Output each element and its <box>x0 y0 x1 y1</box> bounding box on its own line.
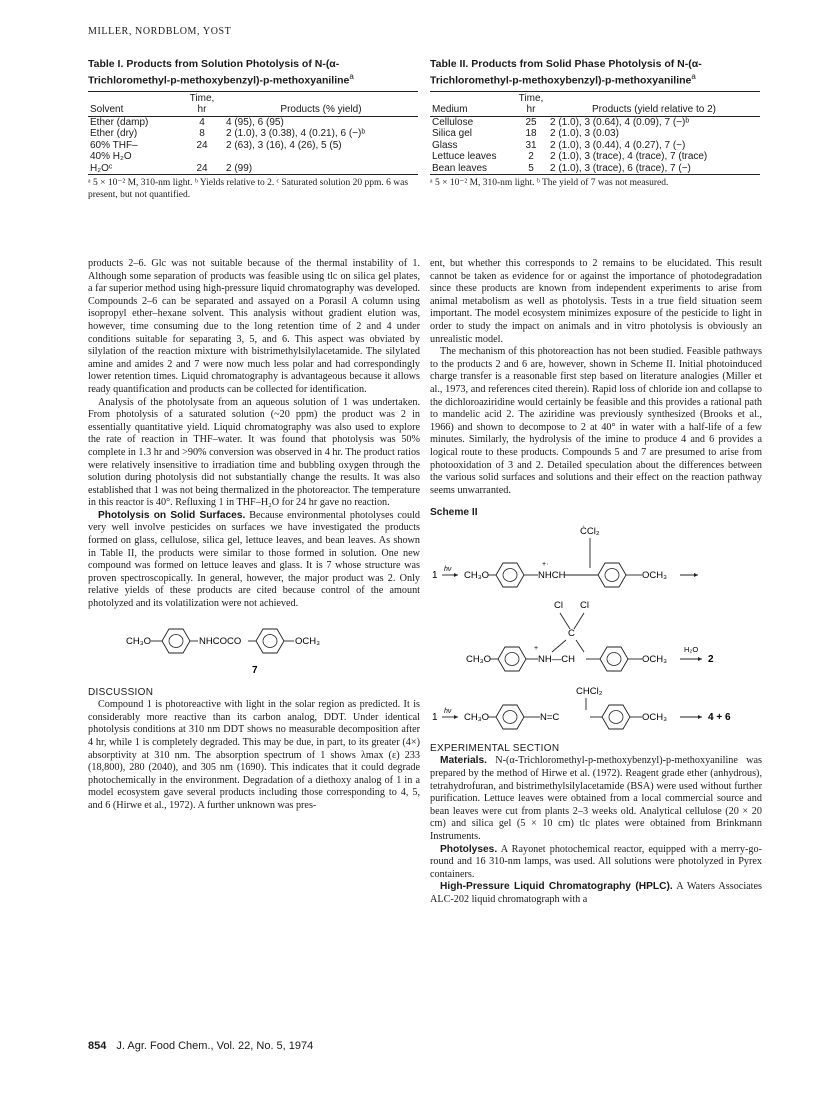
table-1-title: Table I. Products from Solution Photolysis of N-(α-Trichloromethyl-p-methoxybenzyl)-p-methoxyaniline$^a$ <box>88 58 354 86</box>
svg-text:4 + 6: 4 + 6 <box>708 711 731 723</box>
col-header: Time, hr <box>514 91 548 116</box>
benzene-ring <box>256 629 284 653</box>
svg-text:NH—CH: NH—CH <box>538 653 575 665</box>
benzene-ring <box>496 705 524 729</box>
page-number: 854 <box>88 1040 107 1052</box>
svg-text:CH₃O: CH₃O <box>464 569 489 581</box>
table-cell: 25 <box>525 116 537 128</box>
benzene-ring <box>598 563 626 587</box>
paragraph: Photolysis on Solid Surfaces. Because environmental photolyses could very well involve pesticides on surfaces we have investigated the products formed on glass, cellulose, silica gel, lettuce leaves, and bean leaves. As shown in Table II, the products were similar to those formed in solution. One new compound was formed on lettuce leaves and glass. It is 7 whose structure was proven spectroscopically. In general, however, the major product was 2. Only relative yields of these products are cited because control of the amount photolyzed and its volatilization were not achieved. <box>88 509 420 610</box>
table-cell: Ether (dry) <box>90 128 138 139</box>
table-1-grid <box>88 91 418 176</box>
table-row <box>430 163 760 175</box>
svg-text:Cl: Cl <box>580 599 589 611</box>
benzene-ring <box>498 647 526 671</box>
table-cell: 2 <box>528 151 534 162</box>
svg-text:OCH₃: OCH₃ <box>642 711 667 723</box>
col-header: Time, hr <box>180 91 224 116</box>
col-header: Products (yield relative to 2) <box>548 91 760 116</box>
svg-text:CHCl₂: CHCl₂ <box>576 685 603 697</box>
table-row <box>430 151 760 163</box>
journal-citation: J. Agr. Food Chem., Vol. 22, No. 5, 1974 <box>116 1040 314 1052</box>
svg-text:N=C: N=C <box>540 711 560 723</box>
table-cell: 2 (1.0), 3 (0.03) <box>550 128 619 139</box>
table-row <box>430 140 760 152</box>
paragraph: Materials. N-(α-Trichloromethyl-p-methoxybenzyl)-p-methoxyaniline was prepared by the method of Hirwe et al. (1972). Reagent grade ether (anhydrous), tetrahydrofuran, and bistrimethylsilylacetamide (BSA) were used without further purification. Lettuce leaves were obtained from a local commercial source and bean leaves were cut from plants 2–3 weeks old. Analytical cellulose (20 × 20 cm) and silica gel (5 × 10 cm) tlc plates were obtained from Brinkmann Instruments. <box>430 755 763 843</box>
table-row <box>88 116 418 128</box>
table-1 <box>88 58 418 201</box>
table-2-title: Table II. Products from Solid Phase Photolysis of N-(α-Trichloromethyl-p-methoxybenzyl)-p-methoxyaniline$^a$ <box>430 58 702 86</box>
benzene-ring <box>496 563 524 587</box>
svg-text:hν: hν <box>444 707 452 715</box>
table-cell: 4 <box>199 116 205 128</box>
table-cell: 18 <box>525 128 537 139</box>
svg-text:hν: hν <box>444 565 452 573</box>
table-cell: 2 (1.0), 3 (0.44), 4 (0.27), 7 (−) <box>550 139 686 151</box>
table-cell: 5 <box>528 162 534 174</box>
paragraph: Compound 1 is photoreactive with light in the solar region as predicted. It is considerably more reactive than its carbon analog, DDT. Under identical photolysis conditions at 310 nm DDT shows no measurable decomposition after 4 hr, while 1 is completely degraded. This may be due, in part, to its greater (4×) absorptivity at 310 nm. The absorption spectrum of 1 shows λmax (ε) 233 (18,800), 280 (2040), and 305 nm (1690). This indicates that it could degrade photochemically in the environment. Degradation of a diethoxy analog of 1 in a model ecosystem gave several products including those corresponding to 4, 5, and 6 (Hirwe et al., 1972). A further unknown was pres- <box>88 699 420 811</box>
table-cell: 31 <box>525 139 537 151</box>
left-column <box>88 258 420 813</box>
table-cell: 2 (1.0), 3 (0.38), 4 (0.21), 6 (−)ᵇ <box>226 128 366 139</box>
svg-text:+·: +· <box>542 560 549 568</box>
table-cell: 4 (95), 6 (95) <box>226 116 284 128</box>
struct-label: CH₃O <box>126 635 151 647</box>
page-footer <box>88 1040 313 1052</box>
table-cell: H₂Oᶜ <box>90 162 113 174</box>
paragraph: ent, but whether this corresponds to 2 remains to be elucidated. This result cannot be taken as evidence for or against the importance of photodegradation since these products are known from independent experiments to arise from animal metabolism as well as photolysis. Tests in a true field situation seem important. The model ecosystem minimizes exposure of the pesticide to light in order to study the impact on animals and in vitro photolysis is obviously an unrealistic model. <box>430 258 762 345</box>
table-cell: Ether (damp) <box>90 116 149 128</box>
table-cell: 40% H₂O <box>90 151 132 162</box>
table-cell: 8 <box>199 128 205 139</box>
benzene-ring <box>600 647 628 671</box>
svg-text:Cl: Cl <box>554 599 563 611</box>
scheme-heading: Scheme II <box>430 507 478 519</box>
svg-text:1: 1 <box>432 711 438 723</box>
section-heading: EXPERIMENTAL SECTION <box>430 742 560 754</box>
col-header: Solvent <box>88 91 180 116</box>
svg-text:OCH₃: OCH₃ <box>642 653 667 665</box>
table-1-footnote: ᵃ 5 × 10⁻² M, 310-nm light. ᵇ Yields relative to 2. ᶜ Saturated solution 20 ppm. 6 was present, but not quantified. <box>88 178 409 200</box>
scheme-ii <box>430 524 762 739</box>
table-cell <box>224 151 418 163</box>
table-2-footnote: ᵃ 5 × 10⁻² M, 310-nm light. ᵇ The yield of 7 was not measured. <box>430 178 669 188</box>
structure-7 <box>88 617 420 679</box>
table-cell: Glass <box>432 139 458 151</box>
section-heading: DISCUSSION <box>88 686 154 698</box>
right-column <box>430 258 762 907</box>
table-row <box>88 128 418 140</box>
compound-number: 7 <box>252 664 258 676</box>
svg-text:C: C <box>568 627 575 639</box>
svg-text:NHCH: NHCH <box>538 569 566 581</box>
svg-text:H₂O: H₂O <box>684 644 699 654</box>
svg-text:2: 2 <box>708 653 714 665</box>
col-header: Medium <box>430 91 514 116</box>
benzene-ring <box>162 629 190 653</box>
table-cell: 24 <box>196 139 208 151</box>
table-cell: 2 (1.0), 3 (0.64), 4 (0.09), 7 (−)ᵇ <box>550 116 690 128</box>
struct-label: OCH₃ <box>295 635 320 647</box>
svg-text:+: + <box>534 644 539 652</box>
table-cell: Silica gel <box>432 128 473 139</box>
table-cell: 24 <box>196 162 208 174</box>
table-cell: 2 (99) <box>226 162 253 174</box>
svg-text:OCH₃: OCH₃ <box>642 569 667 581</box>
paragraph: Analysis of the photolysate from an aqueous solution of 1 was undertaken. From photolysis of a saturated solution (~20 ppm) the product was 2 in essentially quantitative yield. Liquid chromatography was also used to explore the rate of reaction in THF–water. It was found that photolysis was 50% complete in 1.3 hr and >90% conversion was observed in 4 hr. The product ratios were relatively insensitive to irradiation time and bubbling oxygen through the solution during photolysis did not substantially change the results. It was also established that 1 was not being thermalized in the photoreactor. The temperature in this reactor is 40°. Refluxing 1 in THF–H₂O for 24 hr gave no reaction. <box>88 396 420 509</box>
svg-text:.: . <box>432 653 435 665</box>
paragraph: products 2–6. Glc was not suitable because of the thermal instability of 1. Although some separation of products was feasible using tlc on silica gel plates, a far superior method using high-pressure liquid chromatography was developed. Compounds 2–6 can be separated and assayed on a Porasil A column using isopropyl ether–hexane solvent. This analysis without gradient elution was, however, time consuming due to the long retention time of 2 and 4 under conditions suitable for separating 3, 5, and 6. This aspect was obviated by silylation of the reaction mixture with bistrimethylsilylacetamide. The silylated amine and amides 2 and 7 were now much less polar and had correspondingly lower retention times. Liquid chromatography is advantageous because it allows ready quantification and products can be collected for identification. <box>88 258 420 395</box>
struct-label: NHCOCO <box>199 635 242 647</box>
table-2 <box>430 58 760 190</box>
paragraph: Photolyses. A Rayonet photochemical reactor, equipped with a merry-go-round and 16 310-nm lamps, was used. All solutions were photolyzed in Pyrex containers. <box>430 843 762 880</box>
table-row <box>88 151 418 163</box>
svg-text:CH₃O: CH₃O <box>464 711 489 723</box>
table-cell: Cellulose <box>432 116 474 128</box>
paragraph: The mechanism of this photoreaction has not been studied. Feasible pathways to the products 2 and 6 are, however, shown in Scheme II. Initial photoinduced charge transfer is a reasonable first step based on literature analogies (Miller et al., 1973, and references cited therein). Rapid loss of chloride ion and collapse to the dichloroaziridine would certainly be feasible and this provides a rational path to mandelic acid 2. The aziridine was previously synthesized (Brooks et al., 1966) and shown to decompose to 2 at 40° in water with a half-life of a few minutes. Similarly, the hydrolysis of the imine to produce 4 and 6 provides a logical route to these products. Compounds 5 and 7 are presumed to arise from photooxidation of 3 and 2. Detailed speculation about the differences between the various solid surfaces and solutions and their effect on the reaction pathway seems unwarranted. <box>430 346 762 496</box>
table-cell: 60% THF– <box>90 139 138 151</box>
table-row <box>88 140 418 152</box>
table-cell <box>180 151 224 163</box>
svg-text:CH₃O: CH₃O <box>466 653 491 665</box>
benzene-ring <box>602 705 630 729</box>
table-row <box>88 163 418 175</box>
table-cell: 2 (1.0), 3 (trace), 4 (trace), 7 (trace) <box>550 151 708 162</box>
svg-text:1: 1 <box>432 569 438 581</box>
paragraph: High-Pressure Liquid Chromatography (HPLC). A Waters Associates ALC-202 liquid chromatograph with a <box>430 881 762 905</box>
table-row <box>430 116 760 128</box>
table-cell: Lettuce leaves <box>432 151 497 162</box>
col-header: Products (% yield) <box>224 91 418 116</box>
table-2-grid <box>430 91 760 176</box>
table-cell: 2 (1.0), 3 (trace), 6 (trace), 7 (−) <box>550 162 691 174</box>
table-cell: 2 (63), 3 (16), 4 (26), 5 (5) <box>226 139 342 151</box>
table-cell: Bean leaves <box>432 162 488 174</box>
table-row <box>430 128 760 140</box>
running-head: MILLER, NORDBLOM, YOST <box>88 26 232 37</box>
svg-text:ĊCl₂: ĊCl₂ <box>580 525 600 537</box>
